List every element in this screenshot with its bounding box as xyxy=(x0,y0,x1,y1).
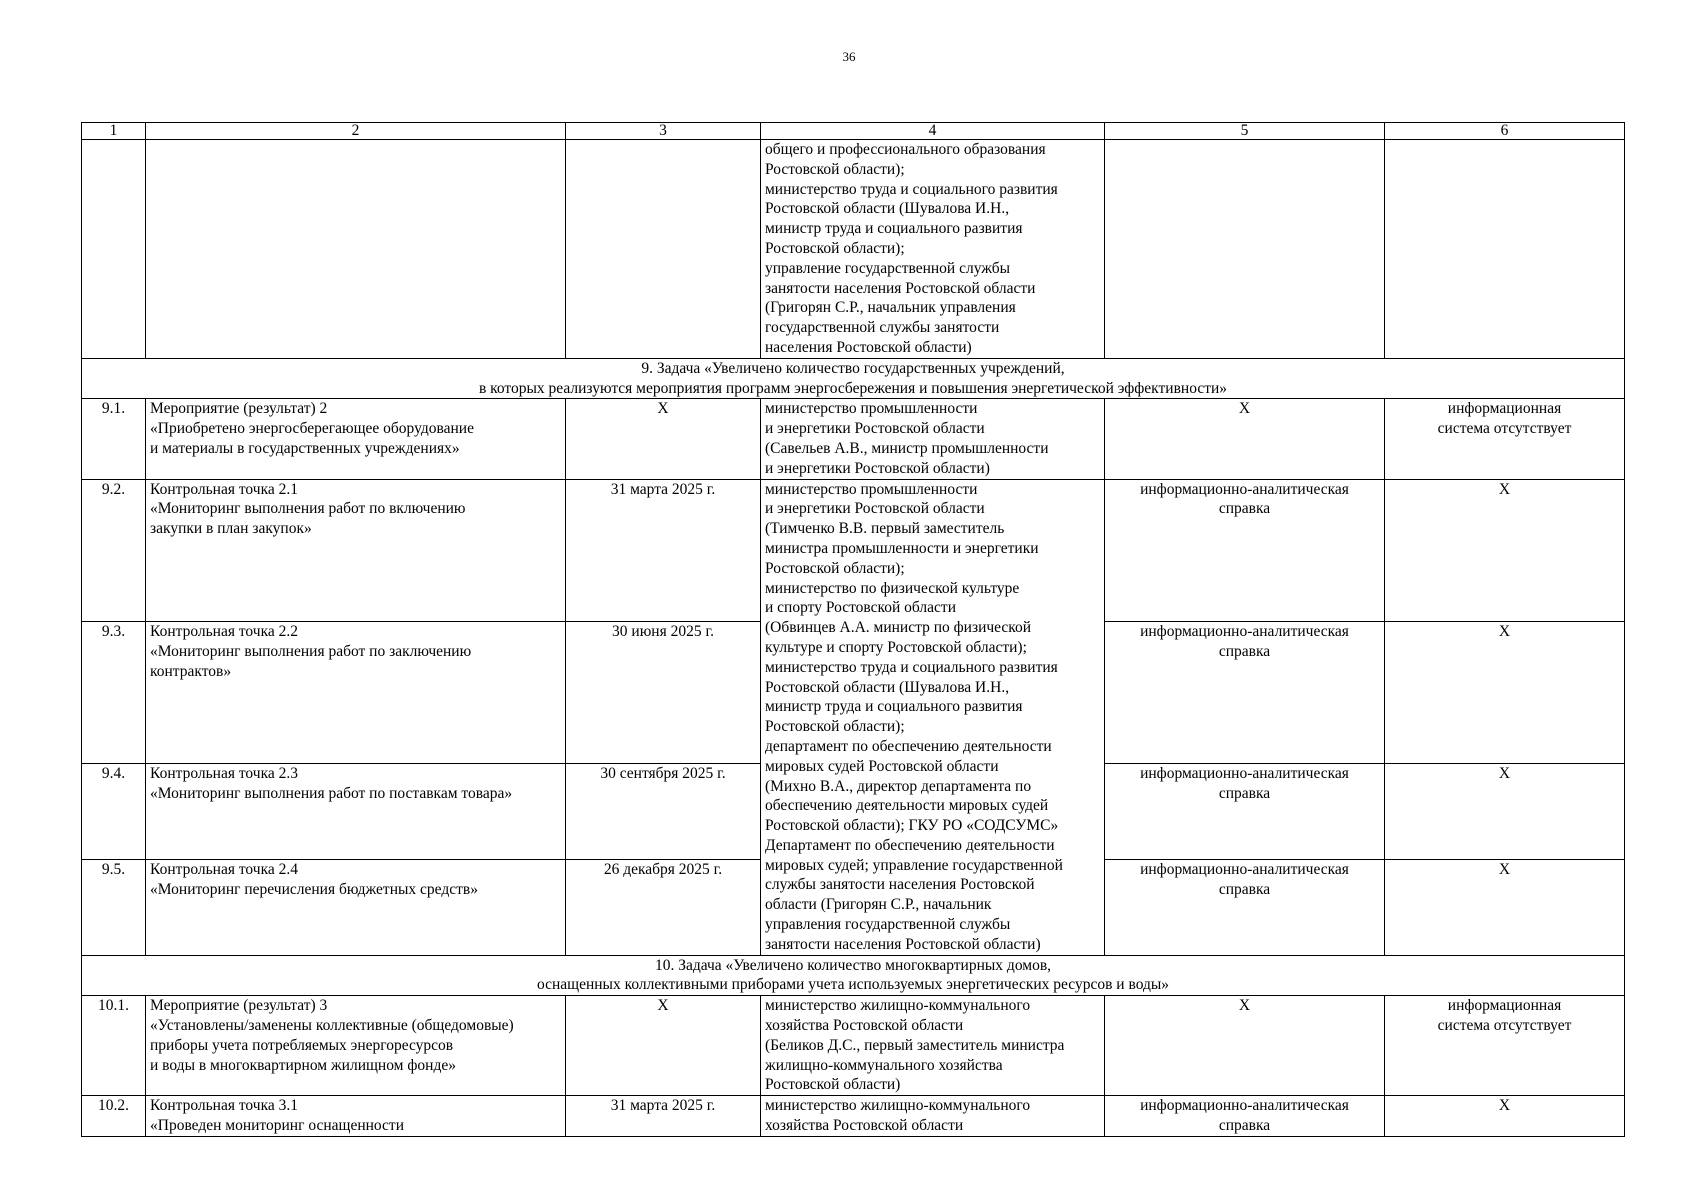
section-title: 10. Задача «Увеличено количество многоквартирных домов, оснащенных коллективными приборами учета используемых энергетических ресурсов и воды» xyxy=(82,955,1625,996)
continuation-row xyxy=(82,140,1625,359)
column-header: 3 xyxy=(566,123,761,140)
row-name: Мероприятие (результат) 2 «Приобретено энергосберегающее оборудование и материалы в государственных учреждениях» xyxy=(146,399,566,479)
cell-empty xyxy=(146,140,566,359)
column-header: 1 xyxy=(82,123,146,140)
row-document: X xyxy=(1105,399,1385,479)
row-name: Контрольная точка 2.3 «Мониторинг выполнения работ по поставкам товара» xyxy=(146,764,566,860)
table-row xyxy=(82,996,1625,1096)
column-header: 5 xyxy=(1105,123,1385,140)
row-number: 10.1. xyxy=(82,996,146,1096)
table-row xyxy=(82,399,1625,479)
row-document: X xyxy=(1105,996,1385,1096)
row-info-system: X xyxy=(1385,621,1625,763)
row-info-system: информационная система отсутствует xyxy=(1385,996,1625,1096)
section-9-header xyxy=(82,358,1625,399)
cell-empty xyxy=(1105,140,1385,359)
row-document: информационно-аналитическая справка xyxy=(1105,859,1385,955)
page-number: 36 xyxy=(842,49,856,64)
row-name: Контрольная точка 2.2 «Мониторинг выполнения работ по заключению контрактов» xyxy=(146,621,566,763)
row-number: 9.1. xyxy=(82,399,146,479)
row-info-system: X xyxy=(1385,1096,1625,1137)
row-info-system: X xyxy=(1385,764,1625,860)
row-name: Контрольная точка 3.1 «Проведен мониторинг оснащенности xyxy=(146,1096,566,1137)
row-date: X xyxy=(566,399,761,479)
row-date: 26 декабря 2025 г. xyxy=(566,859,761,955)
row-number: 9.3. xyxy=(82,621,146,763)
cell-empty xyxy=(82,140,146,359)
row-date: 30 июня 2025 г. xyxy=(566,621,761,763)
column-header: 4 xyxy=(761,123,1105,140)
row-date: 30 сентября 2025 г. xyxy=(566,764,761,860)
row-document: информационно-аналитическая справка xyxy=(1105,479,1385,621)
responsible-cell: министерство жилищно-коммунального хозяйства Ростовской области (Беликов Д.С., первый заместитель министра жилищно-коммунального хозяйства Ростовской области) xyxy=(761,996,1105,1096)
row-info-system: информационная система отсутствует xyxy=(1385,399,1625,479)
row-info-system: X xyxy=(1385,479,1625,621)
responsible-cell-shared: министерство промышленности и энергетики Ростовской области (Тимченко В.В. первый заместитель министра промышленности и энергетики Ростовской области); министерство по физической культуре и спорту Ростовской области (Обвинцев А.А. министр по физической культуре и спорту Ростовской области); министерство труда и социального развития Ростовской области (Шувалова И.Н., министр труда и социального развития Ростовской области); департамент по обеспечению деятельности мировых судей Ростовской области (Михно В.А., директор департамента по обеспечению деятельности мировых судей Ростовской области); ГКУ РО «СОДСУМС» Департамент по обеспечению деятельности мировых судей; управление государственной службы занятости населения Ростовской области (Григорян С.Р., начальник управления государственной службы занятости населения Ростовской области) xyxy=(761,479,1105,955)
responsible-cell: общего и профессионального образования Ростовской области); министерство труда и социального развития Ростовской области (Шувалова И.Н., министр труда и социального развития Ростовской области); управление государственной службы занятости населения Ростовской области (Григорян С.Р., начальник управления государственной службы занятости населения Ростовской области) xyxy=(761,140,1105,359)
row-document: информационно-аналитическая справка xyxy=(1105,764,1385,860)
responsible-cell: министерство промышленности и энергетики Ростовской области (Савельев А.В., министр промышленности и энергетики Ростовской области) xyxy=(761,399,1105,479)
plan-table xyxy=(81,122,1625,1137)
row-name: Контрольная точка 2.1 «Мониторинг выполнения работ по включению закупки в план закупок» xyxy=(146,479,566,621)
row-name: Контрольная точка 2.4 «Мониторинг перечисления бюджетных средств» xyxy=(146,859,566,955)
row-number: 9.5. xyxy=(82,859,146,955)
cell-empty xyxy=(1385,140,1625,359)
table-row xyxy=(82,1096,1625,1137)
row-name: Мероприятие (результат) 3 «Установлены/заменены коллективные (общедомовые) приборы учета потребляемых энергоресурсов и воды в многоквартирном жилищном фонде» xyxy=(146,996,566,1096)
row-number: 9.2. xyxy=(82,479,146,621)
responsible-cell: министерство жилищно-коммунального хозяйства Ростовской области xyxy=(761,1096,1105,1137)
row-date: X xyxy=(566,996,761,1096)
section-10-header xyxy=(82,955,1625,996)
row-info-system: X xyxy=(1385,859,1625,955)
row-date: 31 марта 2025 г. xyxy=(566,1096,761,1137)
row-number: 9.4. xyxy=(82,764,146,860)
row-document: информационно-аналитическая справка xyxy=(1105,621,1385,763)
column-header: 6 xyxy=(1385,123,1625,140)
table-row xyxy=(82,479,1625,621)
column-header-row xyxy=(82,123,1625,140)
row-document: информационно-аналитическая справка xyxy=(1105,1096,1385,1137)
cell-empty xyxy=(566,140,761,359)
column-header: 2 xyxy=(146,123,566,140)
row-number: 10.2. xyxy=(82,1096,146,1137)
row-date: 31 марта 2025 г. xyxy=(566,479,761,621)
section-title: 9. Задача «Увеличено количество государственных учреждений, в которых реализуются мероприятия программ энергосбережения и повышения энергетической эффективности» xyxy=(82,358,1625,399)
